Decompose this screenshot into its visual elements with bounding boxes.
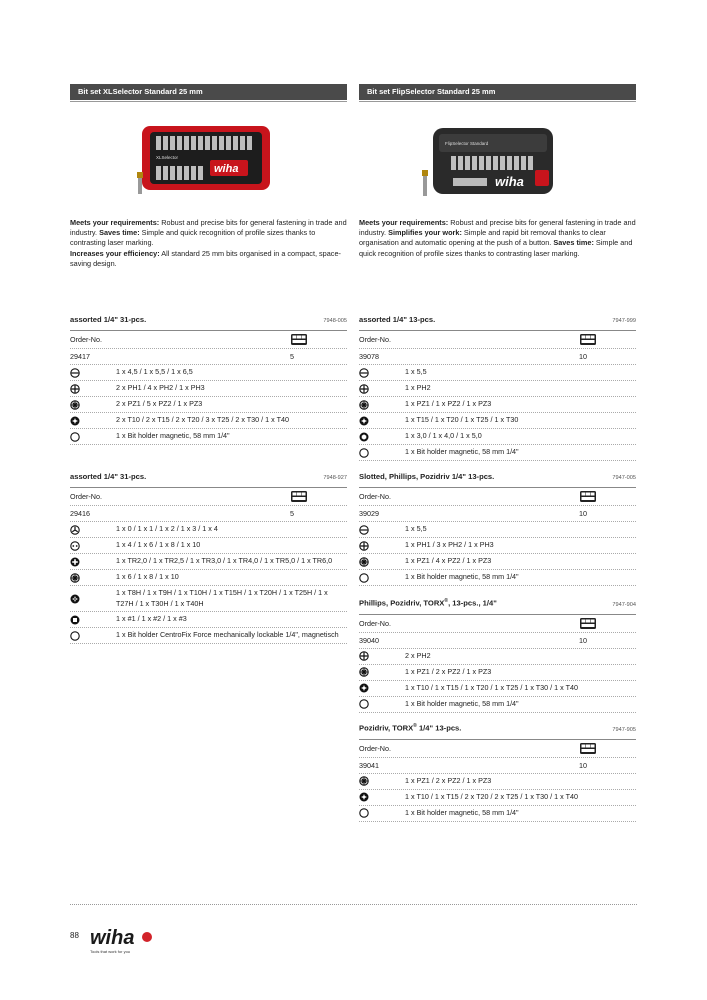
bit-row [359, 570, 636, 586]
product-description: Meets your requirements: Robust and precise bits for general fastening in trade and industry. Simplifies your work: Simple and rapid bit removal thanks to clear organisation and automatic opening at the push of a button. Saves time: Simple and quick recognition of profile sizes thanks to contrasting laser marking. [359, 218, 636, 258]
bit-row [359, 522, 636, 538]
bit-row [70, 628, 347, 644]
bit-profile [359, 368, 405, 378]
bit-contents: 1 x 5,5 [405, 524, 427, 534]
divider [70, 101, 347, 102]
bit-contents: 1 x Bit holder CentroFix Force mechanically lockable 1/4", magnetisch [116, 630, 339, 640]
package-quantity: 10 [579, 509, 587, 518]
bit-contents: 1 x PZ1 / 2 x PZ2 / 1 x PZ3 [405, 775, 492, 785]
bit-row [70, 554, 347, 570]
order-label: Order-No. [70, 492, 102, 501]
bit-contents: 1 x 0 / 1 x 1 / 1 x 2 / 1 x 3 / 1 x 4 [116, 524, 218, 534]
bit-profile [359, 651, 405, 661]
bit-row [70, 612, 347, 628]
bit-profile [359, 808, 405, 818]
bit-profile [359, 699, 405, 709]
article-code: 7948-927 [323, 475, 347, 481]
phillips-icon [359, 541, 369, 551]
set-table [359, 315, 636, 461]
bit-profile [70, 432, 116, 442]
order-number-row [70, 349, 347, 365]
set-title-rest: , 13-pcs., 1/4" [448, 598, 497, 608]
bit-profile [359, 448, 405, 458]
bit-contents: 2 x T10 / 2 x T15 / 2 x T20 / 3 x T25 / 2 x T30 / 1 x T40 [116, 415, 289, 425]
svg-text:XLSelector: XLSelector [156, 155, 179, 160]
package-quantity: 5 [290, 509, 294, 518]
bit-contents: 1 x PZ1 / 2 x PZ2 / 1 x PZ3 [405, 666, 492, 676]
order-number-row [359, 633, 636, 649]
bit-row [359, 649, 636, 665]
bit-contents: 2 x PH1 / 4 x PH2 / 1 x PH3 [116, 383, 205, 393]
order-header-row [359, 615, 636, 633]
bit-row [70, 570, 347, 586]
bit-profile [359, 525, 405, 535]
torx-hole-icon [70, 594, 80, 604]
bit-row [70, 413, 347, 429]
package-quantity: 5 [290, 352, 294, 361]
bit-row [359, 413, 636, 429]
package-quantity-icon [579, 742, 597, 755]
bit-contents: 1 x PH1 / 3 x PH2 / 1 x PH3 [405, 540, 494, 550]
square-icon [70, 615, 80, 625]
torx-icon [359, 416, 369, 426]
bit-row [359, 681, 636, 697]
svg-text:wiha: wiha [495, 174, 524, 189]
svg-text:Tools that work for you: Tools that work for you [90, 949, 131, 954]
order-label: Order-No. [359, 492, 391, 501]
svg-text:wiha: wiha [90, 927, 135, 949]
pozidriv-icon [70, 573, 80, 583]
set-table [359, 723, 636, 822]
set-title-row [70, 315, 347, 331]
bit-profile [70, 615, 116, 625]
bit-row [359, 381, 636, 397]
set-table [70, 315, 347, 445]
spanner-icon [70, 541, 80, 551]
bit-profile [70, 541, 116, 551]
bit-contents: 1 x Bit holder magnetic, 58 mm 1/4" [116, 431, 230, 441]
order-number: 29417 [70, 352, 90, 361]
order-number: 39041 [359, 760, 379, 770]
bit-row [359, 697, 636, 713]
bit-contents: 1 x 5,5 [405, 367, 427, 377]
bit-profile [70, 631, 116, 641]
set-title-rest: 1/4" 13-pcs. [416, 723, 462, 733]
order-number: 39040 [359, 635, 379, 645]
set-title [70, 315, 146, 324]
product-image-xlselector [70, 112, 347, 212]
bit-profile [70, 416, 116, 426]
footer-divider [70, 904, 637, 905]
phillips-icon [359, 384, 369, 394]
set-table [359, 472, 636, 586]
pozidriv-icon [359, 557, 369, 567]
hex-icon [359, 432, 369, 442]
bit-holder-icon [359, 699, 369, 709]
set-title [359, 598, 497, 608]
set-title [70, 472, 146, 481]
set-title [359, 315, 435, 324]
bit-holder-icon [70, 432, 80, 442]
wiha-logo [90, 924, 160, 956]
set-title-row [359, 315, 636, 331]
package-quantity-icon [579, 333, 597, 346]
pozidriv-icon [359, 400, 369, 410]
torq-set-icon [70, 557, 80, 567]
bit-profile [70, 384, 116, 394]
bit-contents: 1 x TR2,0 / 1 x TR2,5 / 1 x TR3,0 / 1 x TR4,0 / 1 x TR5,0 / 1 x TR6,0 [116, 556, 333, 566]
bit-row [359, 445, 636, 461]
package-quantity: 10 [579, 635, 587, 645]
bit-contents: 1 x 6 / 1 x 8 / 1 x 10 [116, 572, 179, 582]
bit-profile [70, 400, 116, 410]
section-header: Bit set FlipSelector Standard 25 mm [359, 84, 636, 100]
article-code: 7947-005 [612, 475, 636, 481]
left-column [70, 84, 347, 269]
order-number: 39029 [359, 509, 379, 518]
bit-row [359, 365, 636, 381]
set-title-text: Pozidriv, TORX [359, 723, 414, 733]
order-number: 39078 [359, 352, 379, 361]
bit-contents: 1 x 3,0 / 1 x 4,0 / 1 x 5,0 [405, 431, 482, 441]
package-quantity-icon [290, 333, 308, 346]
bit-profile [70, 594, 116, 604]
bit-contents: 1 x Bit holder magnetic, 58 mm 1/4" [405, 807, 519, 817]
bit-row [359, 665, 636, 681]
bit-contents: 2 x PH2 [405, 650, 431, 660]
bit-row [359, 806, 636, 822]
product-image-flipselector [359, 112, 636, 212]
bit-contents: 1 x Bit holder magnetic, 58 mm 1/4" [405, 698, 519, 708]
page-number: 88 [70, 931, 79, 940]
registered-mark: ® [413, 723, 417, 729]
package-quantity-icon [290, 490, 308, 503]
bit-contents: 1 x T10 / 1 x T15 / 2 x T20 / 2 x T25 / 1 x T30 / 1 x T40 [405, 791, 578, 801]
article-code: 7948-005 [323, 318, 347, 324]
slotted-icon [359, 368, 369, 378]
bit-row [70, 381, 347, 397]
order-header-row [70, 488, 347, 506]
order-label: Order-No. [359, 618, 391, 628]
bit-profile [359, 667, 405, 677]
set-table [70, 472, 347, 644]
section-header: Bit set XLSelector Standard 25 mm [70, 84, 347, 100]
bit-row [70, 538, 347, 554]
divider [359, 101, 636, 102]
torx-icon [359, 792, 369, 802]
svg-text:FlipSelector Standard: FlipSelector Standard [445, 141, 489, 146]
pozidriv-icon [70, 400, 80, 410]
order-number: 29416 [70, 509, 90, 518]
bit-holder-icon [359, 573, 369, 583]
bit-row [70, 397, 347, 413]
set-table [359, 598, 636, 713]
bit-profile [70, 573, 116, 583]
bit-row [359, 554, 636, 570]
pozidriv-icon [359, 667, 369, 677]
bit-profile [359, 573, 405, 583]
order-header-row [359, 488, 636, 506]
article-code: 7947-999 [612, 318, 636, 324]
torx-icon [359, 683, 369, 693]
bit-contents: 1 x Bit holder magnetic, 58 mm 1/4" [405, 572, 519, 582]
registered-mark: ® [444, 598, 449, 604]
bit-profile [359, 416, 405, 426]
order-header-row [70, 331, 347, 349]
bit-contents: 1 x T10 / 1 x T15 / 1 x T20 / 1 x T25 / 1 x T30 / 1 x T40 [405, 682, 578, 692]
order-header-row [359, 740, 636, 758]
set-title-text: Slotted, Phillips, Pozidriv 1/4" 13-pcs. [359, 472, 495, 481]
right-column [359, 84, 636, 259]
bit-holder-icon [359, 448, 369, 458]
svg-text:wiha: wiha [214, 163, 239, 175]
article-code: 7947-905 [612, 726, 636, 733]
bit-contents: 1 x PZ1 / 4 x PZ2 / 1 x PZ3 [405, 556, 492, 566]
bit-holder-icon [359, 808, 369, 818]
package-quantity-icon [579, 490, 597, 503]
bit-profile [359, 384, 405, 394]
bit-profile [359, 683, 405, 693]
bit-row [70, 429, 347, 445]
set-title [359, 472, 494, 481]
bit-contents: 2 x PZ1 / 5 x PZ2 / 1 x PZ3 [116, 399, 203, 409]
package-quantity: 10 [579, 352, 587, 361]
order-number-row [359, 349, 636, 365]
order-number-row [359, 506, 636, 522]
set-title [359, 723, 461, 733]
bit-contents: 1 x T15 / 1 x T20 / 1 x T25 / 1 x T30 [405, 415, 519, 425]
phillips-icon [359, 651, 369, 661]
phillips-icon [70, 384, 80, 394]
tri-wing-icon [70, 525, 80, 535]
bit-contents: 1 x PZ1 / 1 x PZ2 / 1 x PZ3 [405, 399, 492, 409]
slotted-icon [70, 368, 80, 378]
slotted-icon [359, 525, 369, 535]
bit-profile [359, 432, 405, 442]
bit-contents: 1 x T8H / 1 x T9H / 1 x T10H / 1 x T15H / 1 x T20H / 1 x T25H / 1 x T27H / 1 x T30H / 1 x T40H [116, 588, 328, 608]
bit-contents: 1 x PH2 [405, 383, 431, 393]
order-label: Order-No. [359, 743, 391, 753]
bit-profile [70, 525, 116, 535]
bit-profile [359, 792, 405, 802]
bit-contents: 1 x 4 / 1 x 6 / 1 x 8 / 1 x 10 [116, 540, 201, 550]
bit-row [359, 429, 636, 445]
bit-profile [359, 557, 405, 567]
bit-contents: 1 x 4,5 / 1 x 5,5 / 1 x 6,5 [116, 367, 193, 377]
set-title-row [359, 598, 636, 615]
package-quantity-icon [579, 617, 597, 630]
bit-profile [359, 400, 405, 410]
bit-profile [359, 541, 405, 551]
set-title-text: Phillips, Pozidriv, TORX [359, 598, 445, 608]
bit-holder-icon [70, 631, 80, 641]
bit-contents: 1 x Bit holder magnetic, 58 mm 1/4" [405, 447, 519, 457]
set-title-text: assorted 1/4" 13-pcs. [359, 315, 436, 324]
bit-row [359, 397, 636, 413]
torx-icon [70, 416, 80, 426]
pozidriv-icon [359, 776, 369, 786]
set-title-row [359, 723, 636, 740]
article-code: 7947-904 [612, 601, 636, 608]
order-header-row [359, 331, 636, 349]
set-title-row [70, 472, 347, 488]
bit-profile [70, 557, 116, 567]
bit-row [70, 522, 347, 538]
bit-profile [70, 368, 116, 378]
bit-row [70, 365, 347, 381]
order-number-row [70, 506, 347, 522]
bit-contents: 1 x #1 / 1 x #2 / 1 x #3 [116, 614, 187, 624]
bit-row [359, 538, 636, 554]
bit-row [359, 790, 636, 806]
set-title-text: assorted 1/4" 31-pcs. [70, 472, 147, 481]
order-label: Order-No. [70, 335, 102, 344]
bit-row [70, 586, 347, 612]
order-label: Order-No. [359, 335, 391, 344]
bit-profile [359, 776, 405, 786]
package-quantity: 10 [579, 760, 587, 770]
set-title-text: assorted 1/4" 31-pcs. [70, 315, 147, 324]
bit-row [359, 774, 636, 790]
order-number-row [359, 758, 636, 774]
set-title-row [359, 472, 636, 488]
product-description: Meets your requirements: Robust and precise bits for general fastening in trade and industry. Saves time: Simple and quick recognition of profile sizes thanks to contrasting laser marking. Increases your efficiency: All standard 25 mm bits organised in a compact, space-saving design. [70, 218, 347, 268]
